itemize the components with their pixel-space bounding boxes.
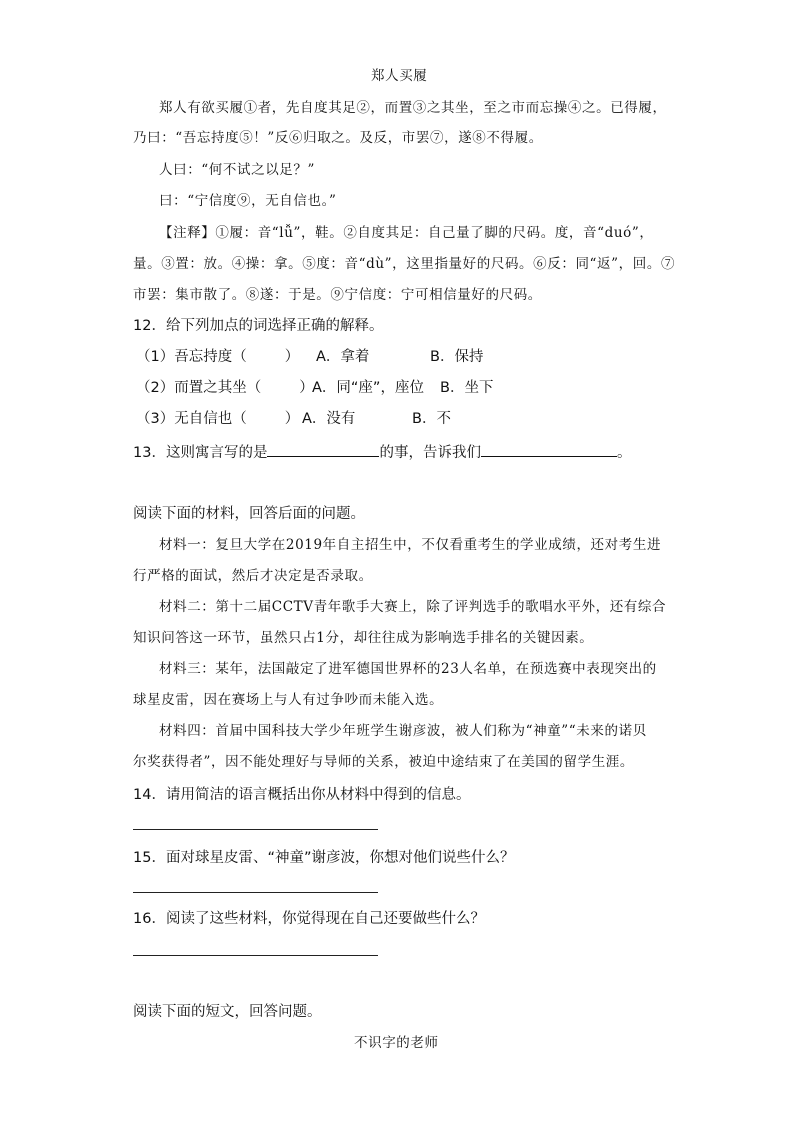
notes-line-1: 【注释】①履：音“lǚ”，鞋。②自度其足：自己量了脚的尺码。度，音“duó”， [159, 225, 654, 241]
q12-item-1-close: ） [284, 349, 300, 365]
material-2-line-1: 材料二：第十二届CCTV青年歌手大赛上，除了评判选手的歌唱水平外，还有综合 [159, 599, 667, 615]
q12-item-3-label: （3）无自信也（ [136, 411, 247, 427]
notes-line-3: 市罢：集市散了。⑧遂：于是。⑨宁信度：宁可相信量好的尺码。 [133, 287, 542, 303]
q16-answer-line[interactable] [133, 955, 378, 956]
material-1-line-1: 材料一：复旦大学在2019年自主招生中，不仅看重考生的学业成绩，还对考生进 [159, 537, 662, 553]
q12-item-2-label: （2）而置之其坐（ [136, 380, 262, 396]
q12-item-1 [136, 348, 484, 366]
material-3-line-2: 球星皮雷，因在赛场上与人有过争吵而未能入选。 [133, 692, 444, 708]
passage-para-1-line-2: 乃曰：“吾忘持度⑤！”反⑥归取之。及反，市罢⑦，遂⑧不得履。 [133, 130, 543, 146]
q12-item-1-option-b: B．保持 [430, 349, 484, 365]
section-3-intro: 阅读下面的短文，回答问题。 [133, 1004, 322, 1020]
q13-part-2: 的事，告诉我们 [379, 445, 481, 461]
passage-title: 郑人买履 [371, 68, 428, 84]
q12-item-2-option-a: A．同“座”，座位 [312, 380, 424, 396]
q13-part-3: 。 [616, 445, 632, 461]
q12-item-1-option-a: A．拿着 [316, 349, 370, 365]
passage-para-1-line-1: 郑人有欲买履①者，先自度其足②，而置③之其坐，至之市而忘操④之。已得履， [159, 100, 667, 116]
section-3-title: 不识字的老师 [354, 1035, 439, 1051]
question-12-stem: 12．给下列加点的词选择正确的解释。 [133, 318, 384, 334]
question-15: 15．面对球星皮雷、“神童”谢彦波，你想对他们说些什么？ [133, 850, 515, 866]
passage-para-2: 人曰：“何不试之以足？” [159, 162, 316, 178]
q12-item-2-close: ） [299, 380, 314, 396]
question-13 [133, 442, 631, 462]
q13-blank-2[interactable] [481, 442, 617, 457]
q12-item-3-close: ） [284, 411, 300, 427]
q13-part-1: 13．这则寓言写的是 [133, 445, 268, 461]
q12-item-2 [136, 379, 494, 397]
passage-para-3: 曰：“宁信度⑨，无自信也。” [159, 193, 337, 209]
question-14: 14．请用简洁的语言概括出你从材料中得到的信息。 [133, 787, 471, 803]
q15-answer-line[interactable] [133, 892, 378, 893]
material-3-line-1: 材料三：某年，法国敲定了进军德国世界杯的23人名单，在预选赛中表现突出的 [159, 661, 657, 677]
q14-answer-line[interactable] [133, 829, 378, 830]
q13-blank-1[interactable] [267, 442, 379, 457]
q12-item-1-label: （1）吾忘持度（ [136, 349, 247, 365]
q12-item-3 [136, 410, 451, 428]
material-1-line-2: 行严格的面试，然后才决定是否录取。 [133, 568, 373, 584]
material-2-line-2: 知识问答这一环节，虽然只占1分，却往往成为影响选手排名的关键因素。 [133, 630, 594, 646]
question-16: 16．阅读了这些材料，你觉得现在自己还要做些什么？ [133, 911, 485, 927]
q12-item-3-option-b: B．不 [412, 411, 451, 427]
q12-item-3-option-a: A．没有 [302, 411, 356, 427]
material-4-line-2: 尔奖获得者”，因不能处理好与导师的关系，被迫中途结束了在美国的留学生涯。 [133, 754, 635, 770]
section-2-intro: 阅读下面的材料，回答后面的问题。 [133, 506, 365, 522]
notes-line-2: 量。③置：放。④操：拿。⑤度：音“dù”，这里指量好的尺码。⑥反：同“返”，回。⑦ [133, 256, 676, 272]
q12-item-2-option-b: B．坐下 [440, 380, 494, 396]
material-4-line-1: 材料四：首届中国科技大学少年班学生谢彦波，被人们称为“神童”“未来的诺贝 [159, 723, 647, 739]
